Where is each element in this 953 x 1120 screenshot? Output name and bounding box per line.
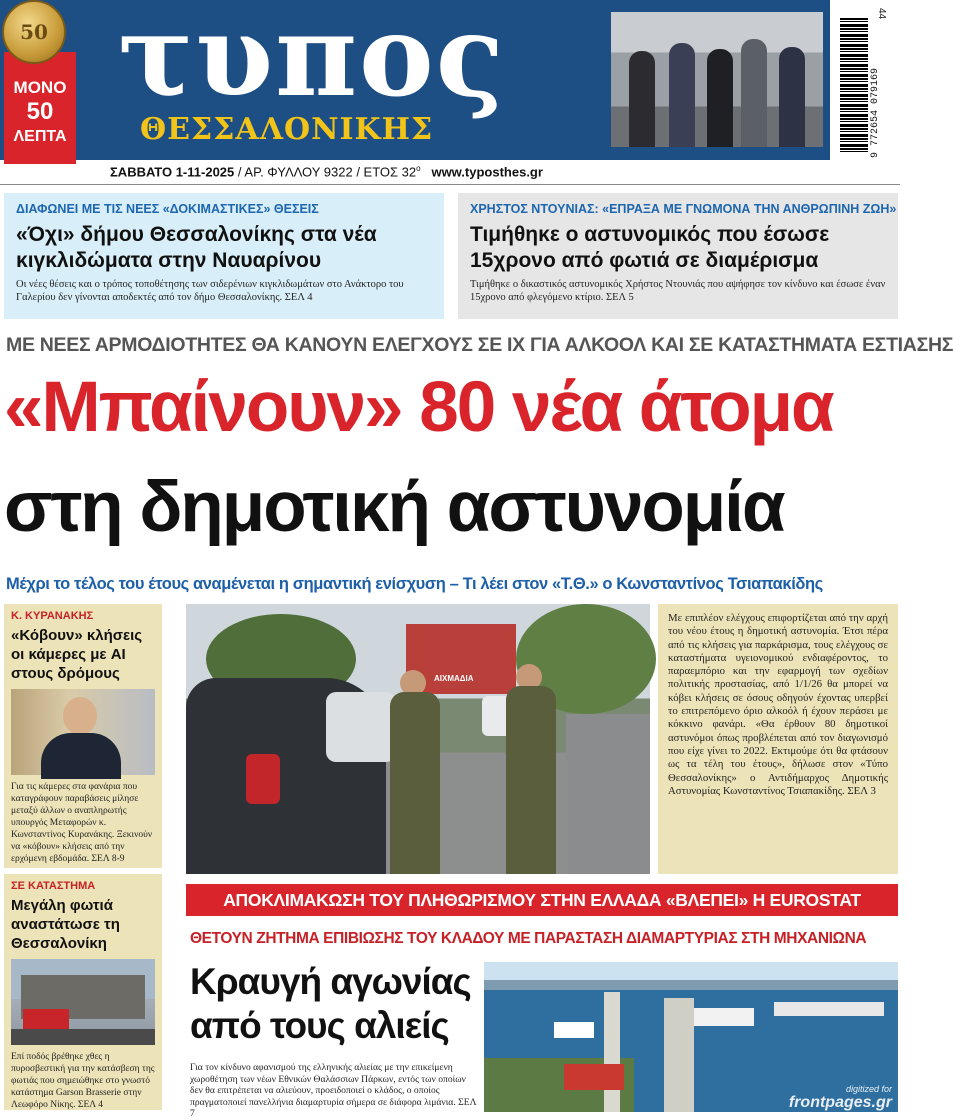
fishermen-headline[interactable]: Κραυγή αγωνίας από τους αλιείς (190, 961, 471, 1046)
eurostat-banner[interactable]: ΑΠΟΚΛΙΜΑΚΩΣΗ ΤΟΥ ΠΛΗΘΩΡΙΣΜΟΥ ΣΤΗΝ ΕΛΛΑΔΑ «ΒΛΕΠΕΙ» Η EUROSTAT (186, 884, 898, 916)
teaser-navarinou[interactable] (4, 193, 444, 319)
teaser-body: Οι νέες θέσεις και ο τρόπος τοποθέτησης των σιδερένιων κιγκλιδωμάτων στο Ανάκτορο του Γαλερίου δεν γίνονται αποδεκτές από τον δήμο Θεσσαλονίκης. ΣΕΛ 4 (16, 279, 404, 303)
barcode-number: 9 772654 079169 (870, 67, 881, 158)
website-link[interactable]: www.typosthes.gr (431, 164, 543, 180)
masthead (0, 0, 900, 185)
issue-number: / ΑΡ. ΦΥΛΛΟΥ 9322 / ΕΤΟΣ 32 (237, 164, 417, 180)
photo-person (707, 49, 733, 147)
sidebar-story-fire[interactable] (4, 874, 162, 1110)
fishermen-body: Για τον κίνδυνο αφανισμού της ελληνικής αλιείας με την επικείμενη χωροθέτηση των νέων Εθνικών Θαλάσσιων Πάρκων, εντός των οποίων δεν θα επιτρέπεται να αλιεύουν, προειδοποιεί ο κλάδος, ο οποίος πραγματοποιεί πανελλήνια διαμαρτυρία σήμερα σε διάφορα λιμάνια. ΣΕΛ 7 (190, 1062, 477, 1119)
photo-shop-sign: ΑΙΧΜΑΔΙΑ (434, 674, 474, 683)
barcode-bars (840, 18, 868, 154)
masthead-divider (0, 184, 900, 185)
coin-icon (2, 0, 66, 64)
price-label-bottom: ΛΕΠΤΑ (13, 128, 67, 145)
main-photo-municipal-police (186, 604, 650, 874)
dateline (110, 164, 543, 179)
digitized-credit (789, 1082, 892, 1110)
main-deck: Μέχρι το τέλος του έτους αναμένεται η σημαντική ενίσχυση – Τι λέει στον «Τ.Θ.» ο Κωνσταντίνος Τσιαπακίδης (6, 575, 823, 593)
price-value: 50 (26, 98, 54, 125)
sidebar-photo-minister (11, 689, 155, 775)
sidebar-story-cameras[interactable] (4, 604, 162, 868)
price-label-top: ΜΟΝΟ (13, 78, 67, 97)
barcode-issue: 44 (876, 7, 888, 20)
teaser-body: Τιμήθηκε ο δικαστικός αστυνομικός Χρήστος Ντουνιάς που αψήφησε τον κίνδυνο και έσωσε έναν 15χρονο από φλεγόμενο κτίριο. ΣΕΛ 5 (470, 279, 886, 303)
credit-line1: digitized for (845, 1084, 892, 1094)
photo-person (669, 43, 695, 147)
fishermen-harbor-photo (484, 962, 898, 1112)
sidebar-headline: Μεγάλη φωτιά αναστάτωσε τη Θεσσαλονίκη (11, 897, 120, 952)
main-story-body: Με επιπλέον ελέγχους επιφορτίζεται από την αρχή του νέου έτους η δημοτική αστυνομία. Έτσι πέρα από τις κλήσεις για παρκάρισμα, τους ελέγχους σε καταστήματα υγειονομικού ενδιαφέροντος, το παραεμπόριο και την εφαρμογή των σχεδίων πολιτικής προστασίας, από 1/1/26 θα μπορεί να κόβει κλήσεις σε όσους οδηγούν έχοντας υπερβεί το επιτρεπόμενο όριο αλκοόλ ή έχουν περάσει με κόκκινο φανάρι. «Θα έρθουν 80 δημοτικοί αστυνόμοι όπως προβλέπεται από τον διαγωνισμό που είχε γίνει το 2022. Εκτιμούμε ότι θα φτάσουν ως τα τέλη του έτους», δήλωσε στον «Τύπο Θεσσαλονίκης» ο Αντιδήμαρχος Δημοτικής Αστυνομίας Κωνσταντίνος Τσιαπακίδης. ΣΕΛ 3 (658, 604, 898, 874)
photo-person (629, 51, 655, 147)
teaser-headline: Τιμήθηκε ο αστυνομικός που έσωσε 15χρονο από φωτιά σε διαμέρισμα (470, 223, 830, 272)
sidebar-headline: «Κόβουν» κλήσεις οι κάμερες με AI στους δρόμους (11, 627, 143, 682)
newspaper-logo-subtitle: ΘΕΣΣΑΛΟΝΙΚΗΣ (140, 112, 434, 147)
issue-year-sup: ο (416, 164, 421, 173)
main-headline-line1[interactable]: «Μπαίνουν» 80 νέα άτομα (4, 368, 833, 447)
credit-line2: frontpages.gr (788, 1094, 892, 1111)
sidebar-body: Για τις κάμερες στα φανάρια που καταγράφουν παραβάσεις μίλησε μεταξύ άλλων ο αναπληρωτής υπουργός Μεταφορών κ. Κωνσταντίνος Κυρανάκης. Ξεκινούν να «κόβουν» κλήσεις από την ερχόμενη εβδομάδα. ΣΕΛ 8-9 (11, 782, 153, 864)
issue-date: ΣΑΒΒΑΤΟ 1-11-2025 (110, 164, 235, 180)
photo-person (779, 47, 805, 147)
coin-value: 50 (20, 20, 48, 44)
fishermen-kicker: ΘΕΤΟΥΝ ΖΗΤΗΜΑ ΕΠΙΒΙΩΣΗΣ ΤΟΥ ΚΛΑΔΟΥ ΜΕ ΠΑΡΑΣΤΑΣΗ ΔΙΑΜΑΡΤΥΡΙΑΣ ΣΤΗ ΜΗΧΑΝΙΩΝΑ (190, 930, 867, 947)
main-headline-line2[interactable]: στη δημοτική αστυνομία (4, 468, 784, 547)
newspaper-logo: τυπος (118, 0, 506, 122)
masthead-photo (611, 12, 823, 147)
price-badge (4, 52, 76, 164)
sidebar-body: Επί ποδός βρέθηκε χθες η πυροσβεστική για την κατάσβεση της φωτιάς που σημειώθηκε στο γνωστό κατάστημα Garson Brasserie στην Λεωφόρο Νίκης. ΣΕΛ 4 (11, 1052, 155, 1110)
teaser-kicker: ΧΡΗΣΤΟΣ ΝΤΟΥΝΙΑΣ: «ΕΠΡΑΞΑ ΜΕ ΓΝΩΜΟΝΑ ΤΗΝ ΑΝΘΡΩΠΙΝΗ ΖΩΗ» (470, 202, 897, 216)
sidebar-kicker: ΣΕ ΚΑΤΑΣΤΗΜΑ (11, 880, 96, 892)
teaser-police-officer[interactable] (458, 193, 898, 319)
main-kicker: ΜΕ ΝΕΕΣ ΑΡΜΟΔΙΟΤΗΤΕΣ ΘΑ ΚΑΝΟΥΝ ΕΛΕΓΧΟΥΣ ΣΕ ΙΧ ΓΙΑ ΑΛΚΟΟΛ ΚΑΙ ΣΕ ΚΑΤΑΣΤΗΜΑΤΑ ΕΣΤΙΑΣΗΣ (6, 334, 953, 356)
photo-person (741, 39, 767, 147)
sidebar-kicker: Κ. ΚΥΡΑΝΑΚΗΣ (11, 610, 94, 622)
teaser-headline: «Όχι» δήμου Θεσσαλονίκης στα νέα κιγκλιδώματα στην Ναυαρίνου (16, 223, 377, 272)
teaser-kicker: ΔΙΑΦΩΝΕΙ ΜΕ ΤΙΣ ΝΕΕΣ «ΔΟΚΙΜΑΣΤΙΚΕΣ» ΘΕΣΕΙΣ (16, 202, 319, 216)
barcode (836, 6, 900, 162)
sidebar-photo-fire (11, 959, 155, 1045)
